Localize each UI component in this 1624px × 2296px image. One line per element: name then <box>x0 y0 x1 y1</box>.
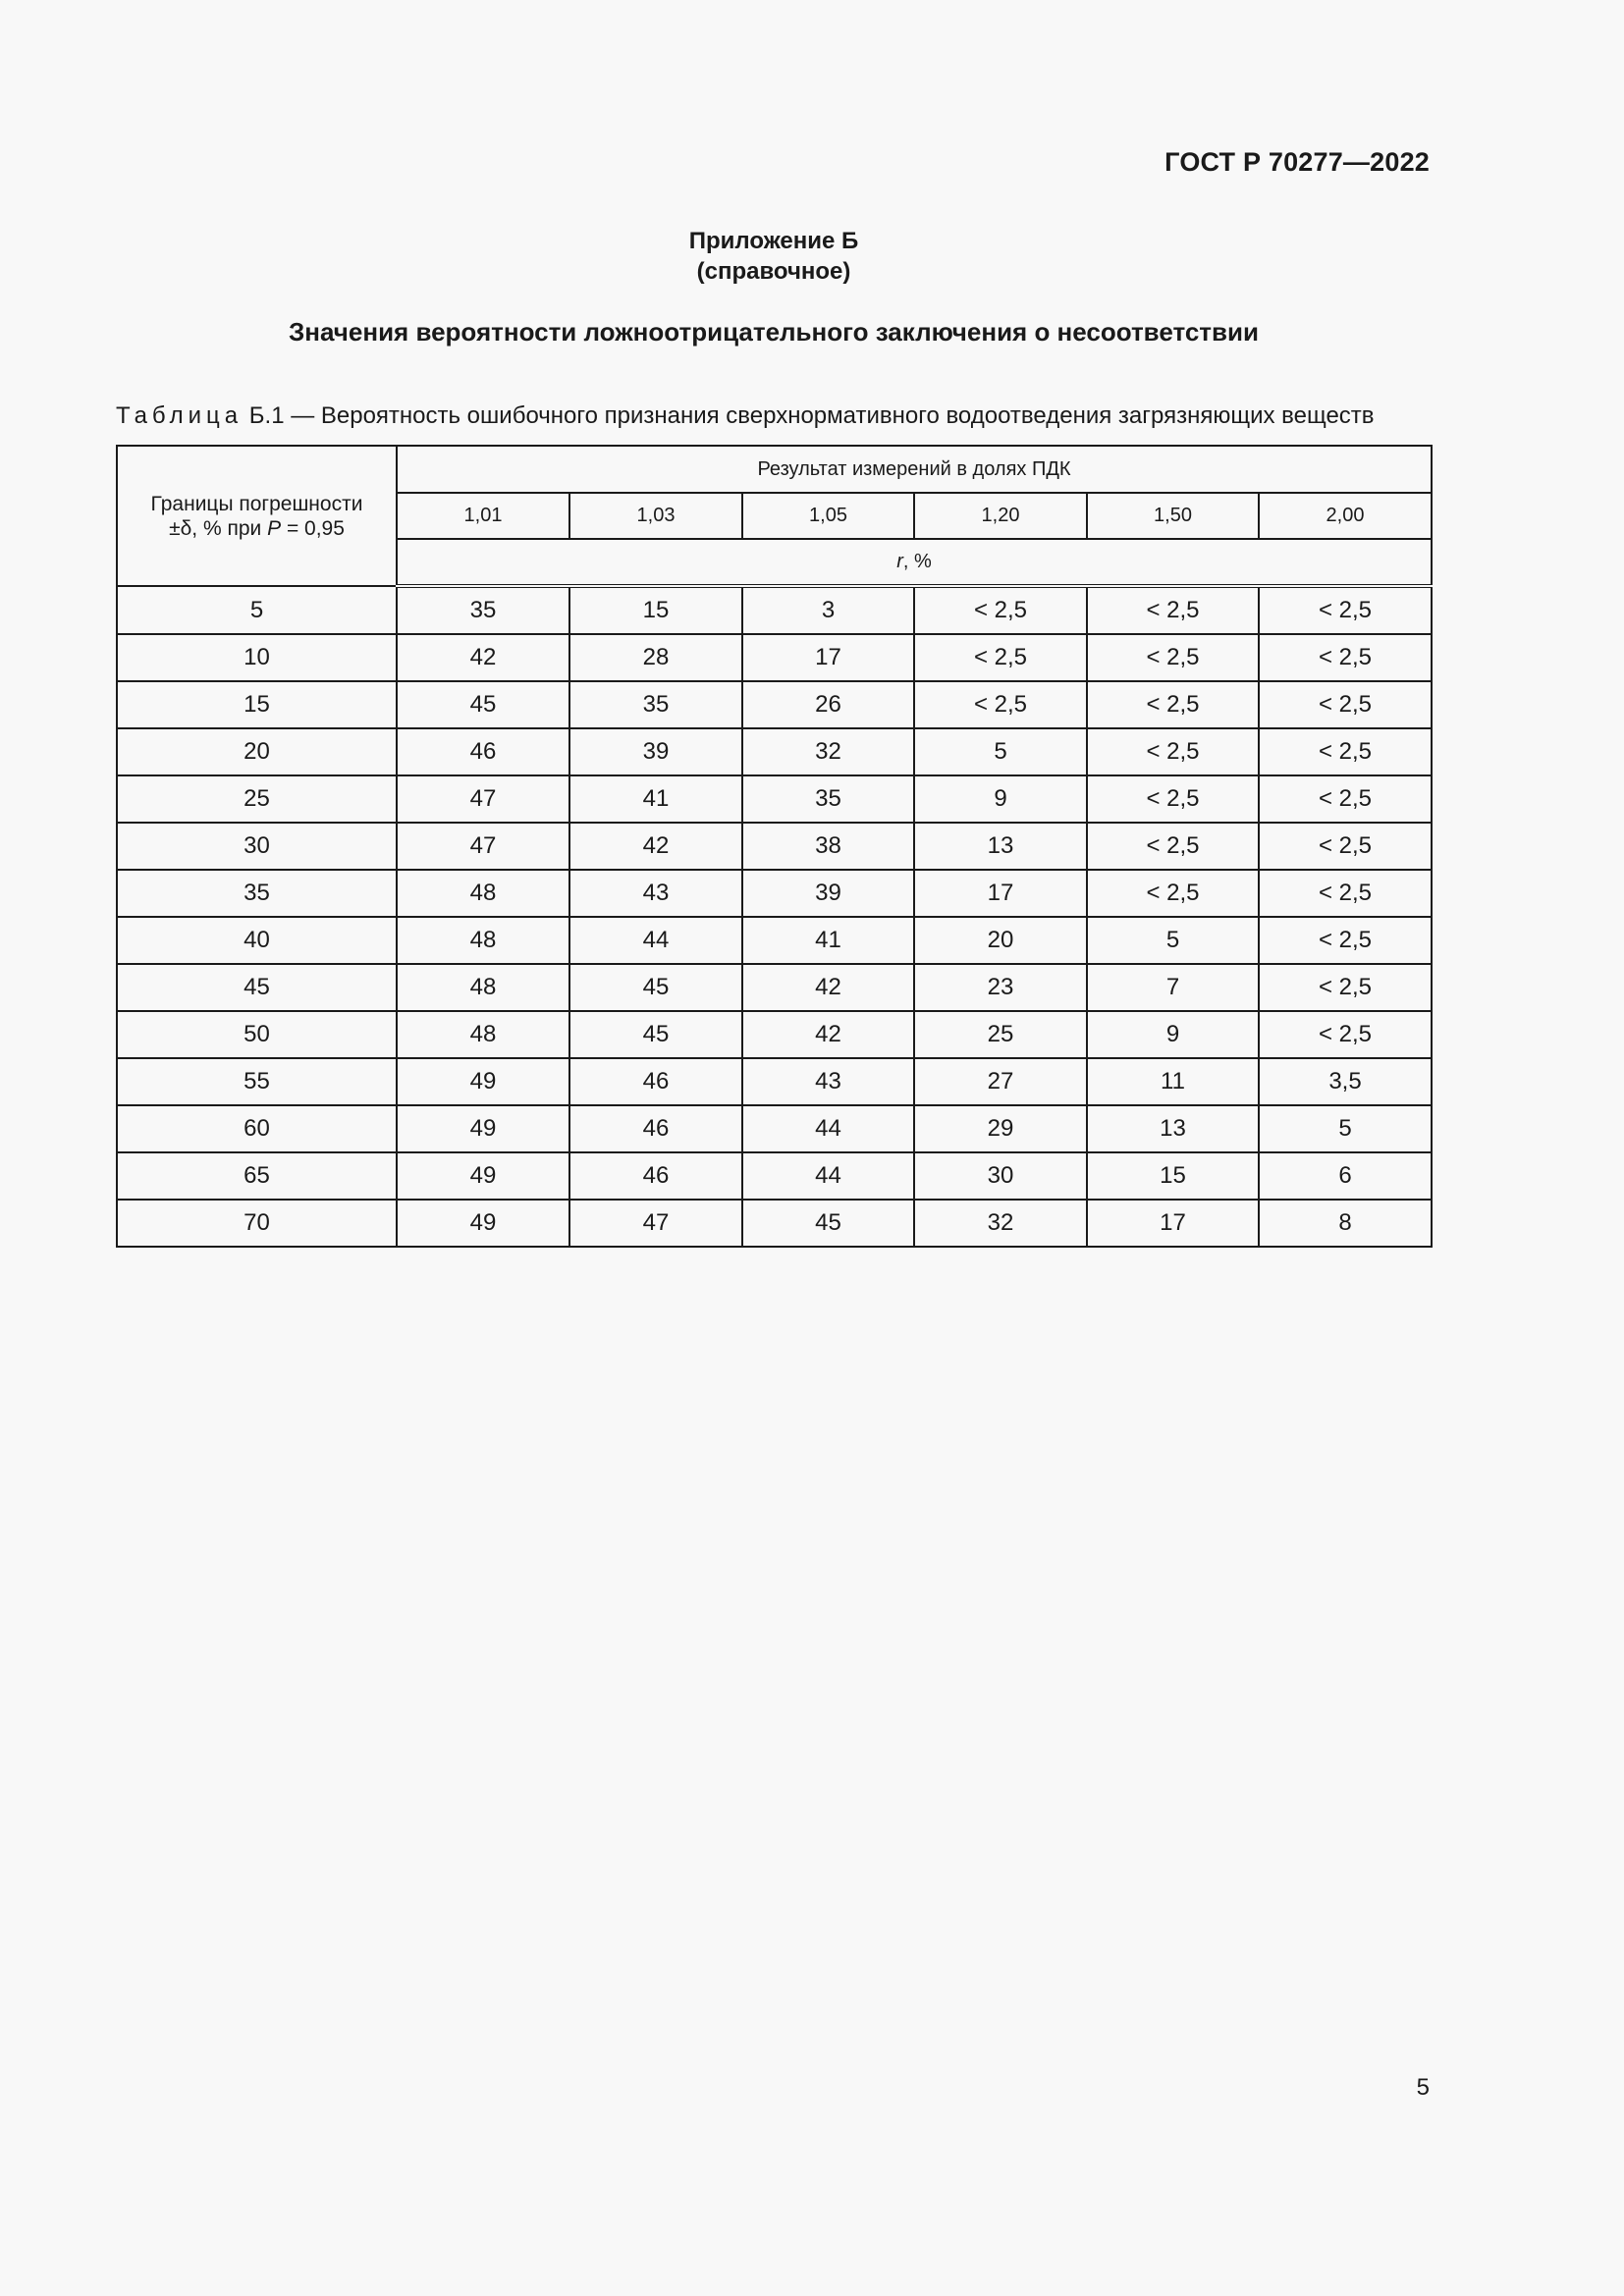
row-header-cell: 35 <box>117 870 397 917</box>
table-cell: 9 <box>1087 1011 1259 1058</box>
row-header-cell: 20 <box>117 728 397 775</box>
stub-header-line2-prefix: ±δ, % при <box>169 516 268 540</box>
table-cell: < 2,5 <box>1259 728 1432 775</box>
table-row <box>117 1058 1432 1105</box>
column-header: 2,00 <box>1259 493 1432 539</box>
table-row <box>117 964 1432 1011</box>
table-cell: 6 <box>1259 1152 1432 1200</box>
table-row <box>117 586 1432 634</box>
table-cell: 38 <box>742 823 914 870</box>
table-cell: 15 <box>1087 1152 1259 1200</box>
table-caption <box>116 402 1432 430</box>
table-cell: 32 <box>914 1200 1087 1247</box>
table-cell: 15 <box>569 586 742 634</box>
table-cell: 3,5 <box>1259 1058 1432 1105</box>
table-cell: 48 <box>397 964 569 1011</box>
table-cell: 41 <box>742 917 914 964</box>
table-cell: 5 <box>1259 1105 1432 1152</box>
table-cell: 29 <box>914 1105 1087 1152</box>
group-header: Результат измерений в долях ПДК <box>397 446 1432 493</box>
row-header-cell: 45 <box>117 964 397 1011</box>
table-cell: < 2,5 <box>1259 917 1432 964</box>
annex-kind: (справочное) <box>696 258 851 285</box>
table-cell: < 2,5 <box>1259 775 1432 823</box>
table-cell: 44 <box>569 917 742 964</box>
table-row <box>117 1105 1432 1152</box>
table-cell: 49 <box>397 1200 569 1247</box>
table-cell: 5 <box>1087 917 1259 964</box>
row-header-cell: 25 <box>117 775 397 823</box>
table-cell: 27 <box>914 1058 1087 1105</box>
table-cell: 42 <box>742 1011 914 1058</box>
table-cell: 49 <box>397 1152 569 1200</box>
table-cell: < 2,5 <box>1087 634 1259 681</box>
table-cell: 46 <box>569 1152 742 1200</box>
table-cell: < 2,5 <box>1087 870 1259 917</box>
table-cell: < 2,5 <box>914 586 1087 634</box>
table-row <box>117 1011 1432 1058</box>
page-number: 5 <box>1416 2074 1430 2101</box>
stub-header-var: P <box>267 516 282 540</box>
unit-suffix: , % <box>902 551 932 572</box>
table-cell: 13 <box>1087 1105 1259 1152</box>
table-cell: 45 <box>397 681 569 728</box>
table-cell: 47 <box>397 775 569 823</box>
table-cell: 48 <box>397 917 569 964</box>
table-cell: 32 <box>742 728 914 775</box>
table-row <box>117 1152 1432 1200</box>
table-cell: 11 <box>1087 1058 1259 1105</box>
table-cell: 47 <box>397 823 569 870</box>
section-title: Значения вероятности ложноотрицательного заключения о несоответствии <box>289 317 1259 347</box>
data-table <box>116 445 1433 1248</box>
table-cell: < 2,5 <box>1087 775 1259 823</box>
table-cell: 35 <box>742 775 914 823</box>
table-cell: < 2,5 <box>1259 870 1432 917</box>
table-cell: 35 <box>569 681 742 728</box>
column-header: 1,20 <box>914 493 1087 539</box>
table-cell: 42 <box>742 964 914 1011</box>
table-cell: 46 <box>569 1058 742 1105</box>
table-row <box>117 823 1432 870</box>
table-caption-label: Таблица <box>116 402 244 429</box>
table-cell: 23 <box>914 964 1087 1011</box>
table-cell: < 2,5 <box>1087 823 1259 870</box>
table-cell: 47 <box>569 1200 742 1247</box>
table-cell: < 2,5 <box>1087 728 1259 775</box>
table-cell: 43 <box>569 870 742 917</box>
table-cell: 3 <box>742 586 914 634</box>
table-cell: 20 <box>914 917 1087 964</box>
table-cell: < 2,5 <box>1259 681 1432 728</box>
table-cell: 26 <box>742 681 914 728</box>
table-cell: < 2,5 <box>1259 586 1432 634</box>
table-cell: 43 <box>742 1058 914 1105</box>
table-cell: 28 <box>569 634 742 681</box>
table-cell: 46 <box>397 728 569 775</box>
table-cell: 39 <box>742 870 914 917</box>
table-cell: < 2,5 <box>914 634 1087 681</box>
table-cell: 30 <box>914 1152 1087 1200</box>
row-header-cell: 65 <box>117 1152 397 1200</box>
table-cell: 7 <box>1087 964 1259 1011</box>
table-row <box>117 1200 1432 1247</box>
row-header-cell: 55 <box>117 1058 397 1105</box>
annex-title: Приложение Б <box>688 228 859 254</box>
table-cell: 45 <box>569 964 742 1011</box>
table-cell: 13 <box>914 823 1087 870</box>
table-cell: < 2,5 <box>1259 1011 1432 1058</box>
table-row <box>117 870 1432 917</box>
row-header-cell: 30 <box>117 823 397 870</box>
row-header-cell: 70 <box>117 1200 397 1247</box>
table-cell: 48 <box>397 870 569 917</box>
unit-var: r <box>896 551 903 572</box>
table-cell: 17 <box>742 634 914 681</box>
table-cell: 25 <box>914 1011 1087 1058</box>
table-cell: 44 <box>742 1105 914 1152</box>
table-cell: 35 <box>397 586 569 634</box>
table-cell: < 2,5 <box>1087 586 1259 634</box>
column-header: 1,01 <box>397 493 569 539</box>
table-row <box>117 917 1432 964</box>
column-header: 1,50 <box>1087 493 1259 539</box>
table-cell: < 2,5 <box>1259 964 1432 1011</box>
table-row <box>117 728 1432 775</box>
table-cell: 9 <box>914 775 1087 823</box>
table-cell: 45 <box>569 1011 742 1058</box>
table-cell: 41 <box>569 775 742 823</box>
table-cell: 17 <box>1087 1200 1259 1247</box>
row-header-cell: 15 <box>117 681 397 728</box>
table-row <box>117 681 1432 728</box>
stub-header-line1: Границы погрешности <box>150 492 363 515</box>
table-cell: 48 <box>397 1011 569 1058</box>
table-cell: 8 <box>1259 1200 1432 1247</box>
row-header-cell: 10 <box>117 634 397 681</box>
table-cell: 5 <box>914 728 1087 775</box>
table-caption-text: Б.1 — Вероятность ошибочного признания сверхнормативного водоотведения загрязняющих веществ <box>243 402 1375 429</box>
column-header: 1,03 <box>569 493 742 539</box>
stub-header-line2-suffix: = 0,95 <box>281 516 345 540</box>
stub-header <box>117 446 397 586</box>
table-cell: < 2,5 <box>1087 681 1259 728</box>
table-row <box>117 775 1432 823</box>
table-cell: 17 <box>914 870 1087 917</box>
row-header-cell: 50 <box>117 1011 397 1058</box>
table-cell: < 2,5 <box>1259 634 1432 681</box>
column-header: 1,05 <box>742 493 914 539</box>
annex-heading <box>0 226 1547 287</box>
table-cell: 42 <box>569 823 742 870</box>
table-row <box>117 634 1432 681</box>
document-id: ГОСТ Р 70277—2022 <box>1164 147 1430 177</box>
row-header-cell: 40 <box>117 917 397 964</box>
table-cell: 39 <box>569 728 742 775</box>
row-header-cell: 60 <box>117 1105 397 1152</box>
unit-header <box>397 539 1432 586</box>
table-cell: 44 <box>742 1152 914 1200</box>
row-header-cell: 5 <box>117 586 397 634</box>
table-cell: < 2,5 <box>914 681 1087 728</box>
table-cell: 45 <box>742 1200 914 1247</box>
table-cell: 49 <box>397 1105 569 1152</box>
table-cell: < 2,5 <box>1259 823 1432 870</box>
table-cell: 42 <box>397 634 569 681</box>
table-cell: 46 <box>569 1105 742 1152</box>
table-cell: 49 <box>397 1058 569 1105</box>
